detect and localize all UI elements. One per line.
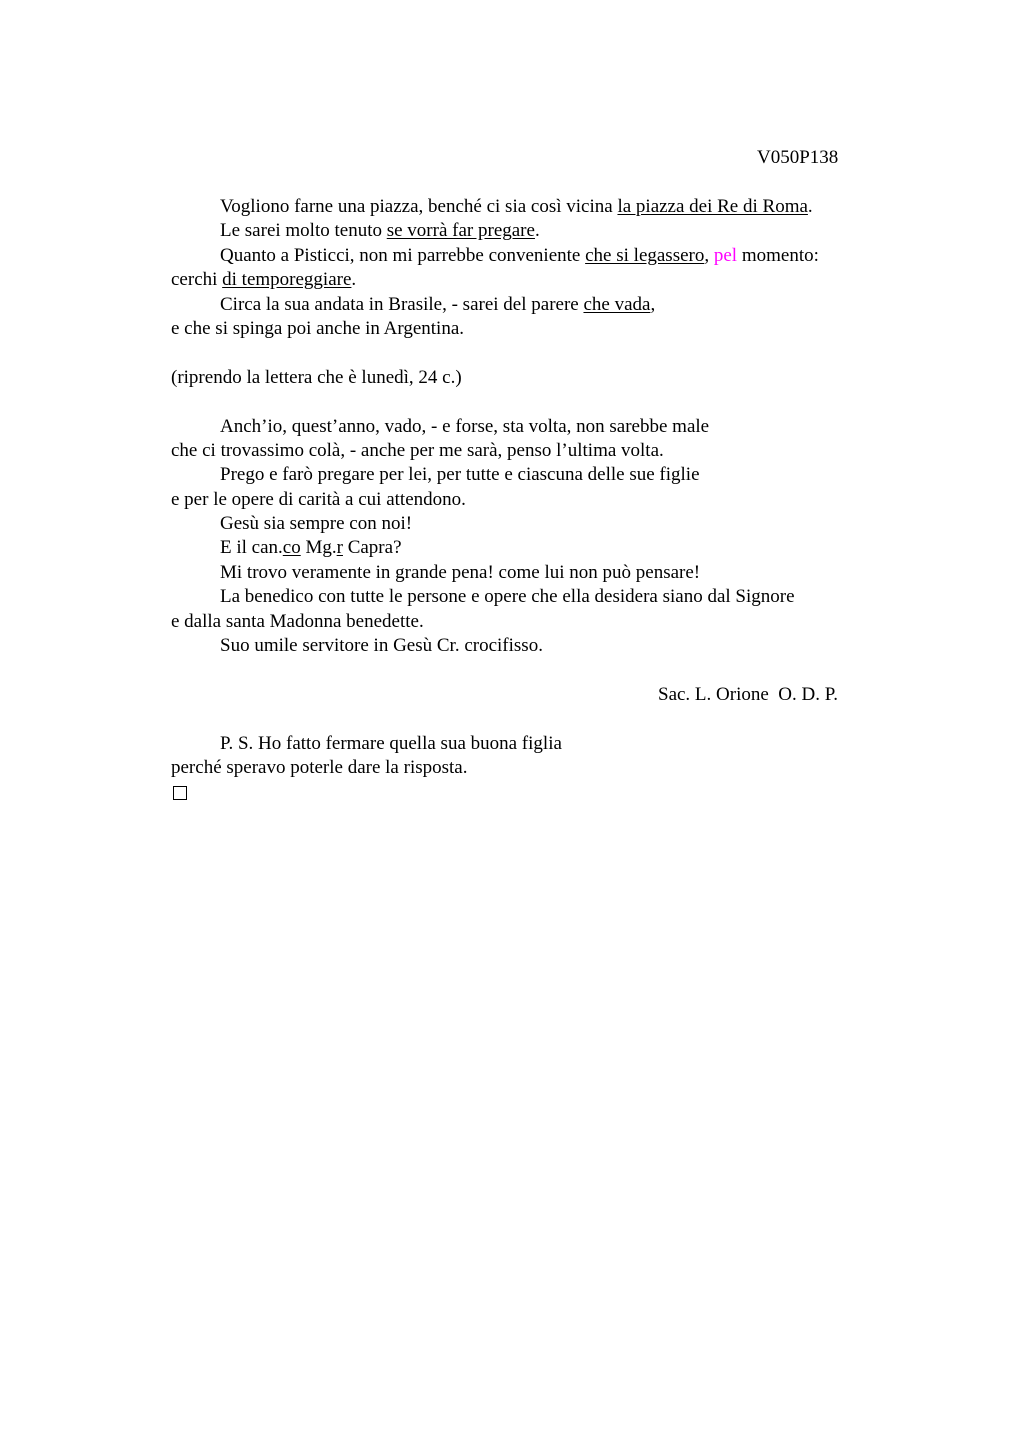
closing-line: Suo umile servitore in Gesù Cr. crocifisso.: [220, 635, 543, 657]
paragraph-piazza: [171, 195, 891, 219]
paragraph-pisticci-continued: [171, 268, 891, 292]
paragraph-brasile-continued: e che si spinga poi anche in Argentina.: [171, 317, 465, 339]
spacer: [171, 658, 891, 682]
superscript-abbrev: co: [282, 537, 301, 559]
text-span: ,: [704, 244, 714, 266]
text-span: Quanto a Pisticci, non mi parrebbe conveniente: [220, 244, 586, 266]
underlined-phrase: la piazza dei Re di Roma: [617, 196, 808, 217]
spacer: [171, 707, 891, 731]
paragraph-pregare: [171, 219, 891, 243]
text-span: E il can.: [220, 537, 283, 559]
spacer: [171, 341, 891, 365]
underlined-phrase: se vorrà far pregare: [386, 220, 535, 242]
underlined-phrase: che vada: [583, 293, 651, 315]
paragraph-pisticci: [171, 244, 891, 268]
paragraph-gesu: Gesù sia sempre con noi!: [220, 513, 413, 535]
paragraph-preghiera-continued: e per le opere di carità a cui attendono.: [171, 488, 466, 510]
resume-note: (riprendo la lettera che è lunedì, 24 c.): [171, 366, 462, 388]
paragraph-preghiera: Prego e farò pregare per lei, per tutte e ciascuna delle sue figlie: [220, 464, 700, 486]
paragraph-viaggio-continued: che ci trovassimo colà, - anche per me sarà, penso l’ultima volta.: [171, 439, 664, 461]
spacer: [171, 390, 891, 414]
text-span: .: [534, 220, 540, 242]
text-span: Capra?: [342, 537, 402, 559]
highlighted-word: pel: [713, 244, 738, 266]
text-span: Circa la sua andata in Brasile, - sarei del parere: [220, 293, 584, 315]
text-span: ,: [650, 293, 656, 315]
text-span: Vogliono farne una piazza, benché ci sia così vicina: [220, 196, 618, 217]
letter-body: [171, 195, 891, 805]
text-span: momento:: [737, 244, 819, 266]
postscript-continued: perché speravo poterle dare la risposta.: [171, 756, 468, 778]
text-span: Le sarei molto tenuto: [220, 220, 387, 242]
text-span: .: [351, 269, 357, 291]
signature: Sac. L. Orione O. D. P.: [658, 683, 838, 705]
underlined-phrase: di temporeggiare: [222, 269, 352, 291]
end-marker: [171, 780, 891, 804]
paragraph-brasile: [171, 293, 891, 317]
text-span: Mg.: [300, 537, 337, 559]
postscript: P. S. Ho fatto fermare quella sua buona figlia: [220, 732, 562, 754]
underlined-phrase: che si legassero: [585, 244, 705, 266]
paragraph-pena: Mi trovo veramente in grande pena! come lui non può pensare!: [220, 561, 701, 583]
text-span: .: [807, 196, 813, 217]
paragraph-benedizione: La benedico con tutte le persone e opere che ella desidera siano dal Signore: [220, 586, 795, 608]
end-box-icon: [173, 786, 187, 800]
page-reference: V050P138: [757, 147, 839, 168]
text-span: cerchi: [171, 269, 223, 291]
superscript-abbrev: r: [336, 537, 343, 559]
paragraph-viaggio: Anch’io, quest’anno, vado, - e forse, sta volta, non sarebbe male: [220, 415, 710, 437]
paragraph-benedizione-continued: e dalla santa Madonna benedette.: [171, 610, 424, 632]
paragraph-capra: [171, 536, 891, 560]
